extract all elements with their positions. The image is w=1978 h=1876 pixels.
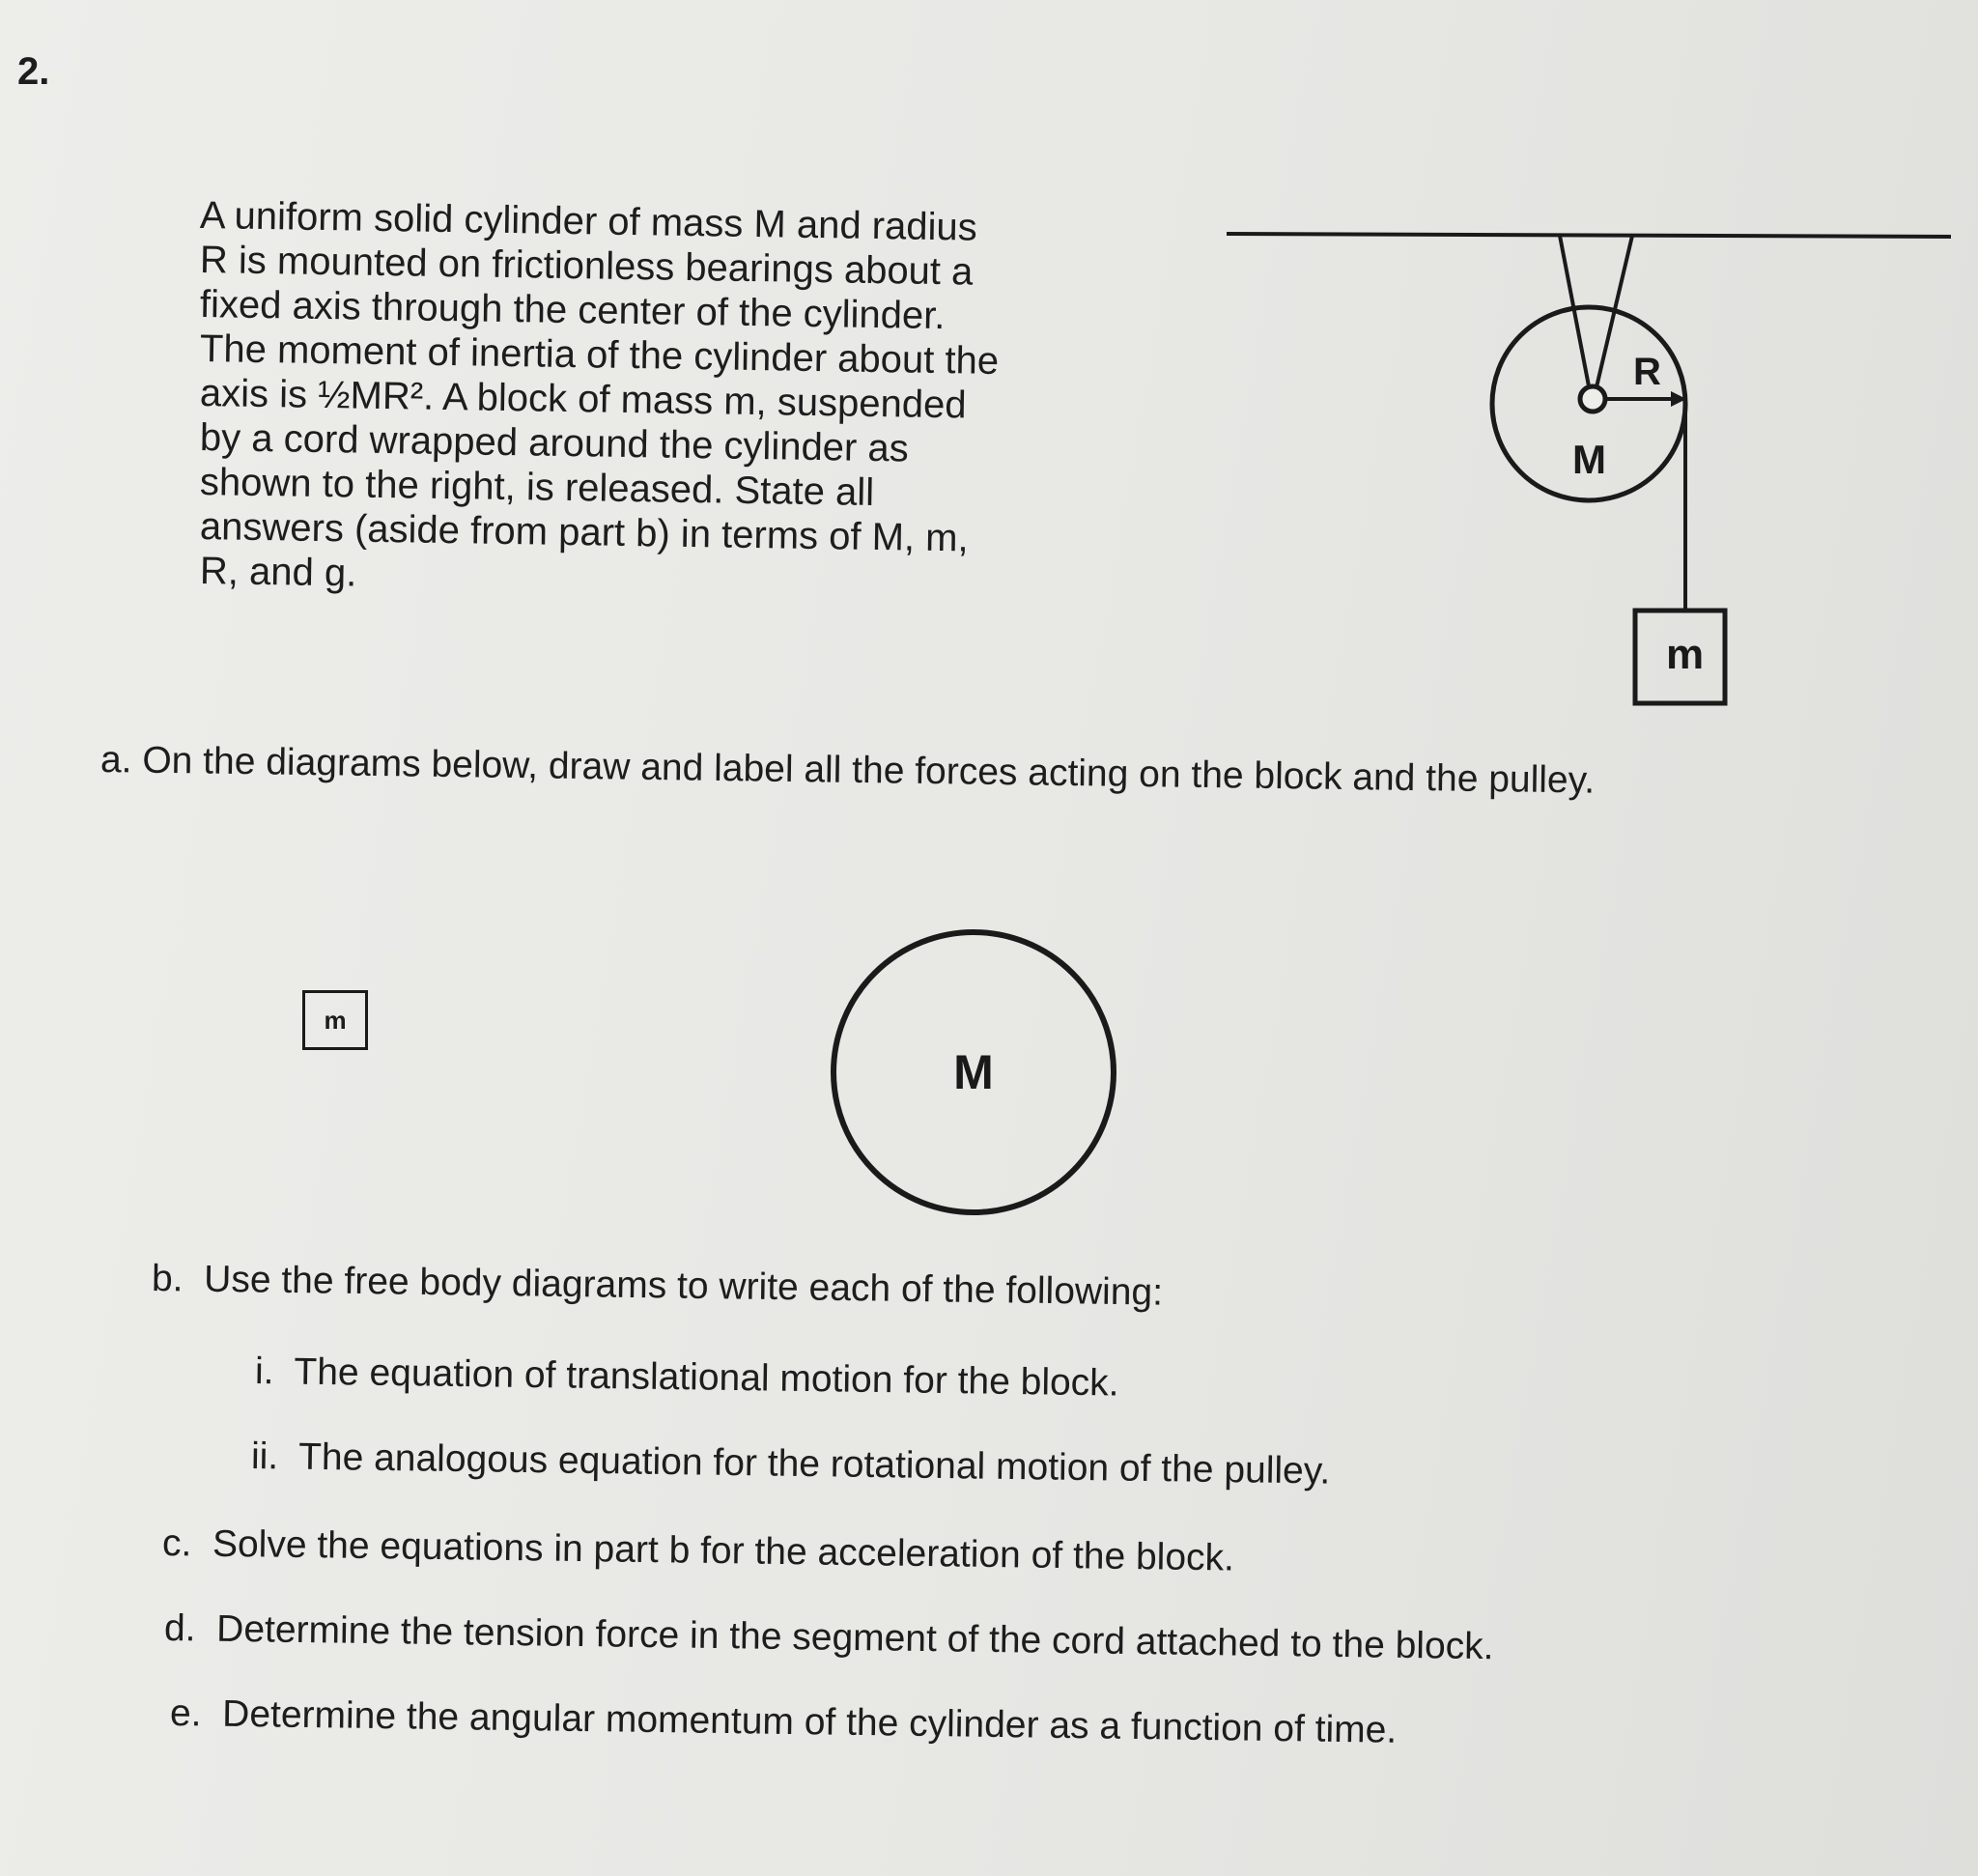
intro-line: by a cord wrapped around the cylinder as — [199, 416, 910, 470]
intro-line: A uniform solid cylinder of mass M and radius — [199, 194, 978, 249]
fbd-pulley-label: M — [953, 1045, 994, 1099]
pulley-setup-diagram — [1217, 213, 1961, 715]
part-e-text: Determine the angular momentum of the cylinder as a function of time. — [221, 1692, 1398, 1751]
radius-label: R — [1633, 351, 1661, 393]
part-c-label: c. — [161, 1522, 192, 1565]
part-d-label: d. — [163, 1607, 196, 1650]
part-b-i-text: The equation of translational motion for the block. — [294, 1350, 1119, 1405]
part-b-i — [255, 1350, 1119, 1405]
part-a-text: On the diagrams below, draw and label all the forces acting on the block and the pulley. — [142, 739, 1596, 802]
fbd-block-label: m — [324, 1005, 347, 1035]
part-b-ii-label: ii. — [250, 1435, 279, 1478]
intro-line: R, and g. — [199, 550, 357, 595]
part-b-text: Use the free body diagrams to write each of the following: — [203, 1258, 1164, 1314]
problem-statement — [200, 193, 1069, 593]
part-e-label: e. — [169, 1692, 202, 1735]
part-b-ii-text: The analogous equation for the rotational motion of the pulley. — [297, 1435, 1331, 1492]
intro-line: axis is ½MR². A block of mass m, suspended — [199, 372, 967, 427]
intro-line: The moment of inertia of the cylinder about the — [199, 327, 1000, 383]
part-d-text: Determine the tension force in the segment of the cord attached to the block. — [215, 1607, 1494, 1668]
part-c-text: Solve the equations in part b for the acceleration of the block. — [212, 1522, 1235, 1579]
part-b-i-label: i. — [254, 1350, 274, 1393]
part-b — [152, 1258, 1164, 1315]
question-number: 2. — [17, 50, 50, 93]
part-b-label: b. — [151, 1258, 184, 1300]
fbd-pulley[interactable] — [829, 927, 1118, 1217]
part-a-label: a. — [99, 739, 132, 782]
axle — [1580, 386, 1605, 412]
part-d — [164, 1607, 1494, 1668]
block-mass-label: m — [1666, 631, 1705, 678]
part-b-ii — [251, 1435, 1331, 1493]
part-c — [162, 1522, 1235, 1579]
part-a — [100, 739, 1596, 803]
support-strap-left — [1560, 236, 1590, 391]
intro-line: fixed axis through the center of the cylinder. — [199, 283, 946, 338]
part-e — [170, 1692, 1398, 1752]
ceiling-line — [1227, 234, 1951, 237]
intro-line: answers (aside from part b) in terms of M, m, — [199, 505, 970, 560]
intro-line: shown to the right, is released. State all — [199, 461, 875, 514]
cylinder-mass-label: M — [1572, 437, 1606, 482]
intro-line: R is mounted on frictionless bearings about a — [199, 239, 974, 294]
fbd-block[interactable] — [302, 990, 368, 1050]
